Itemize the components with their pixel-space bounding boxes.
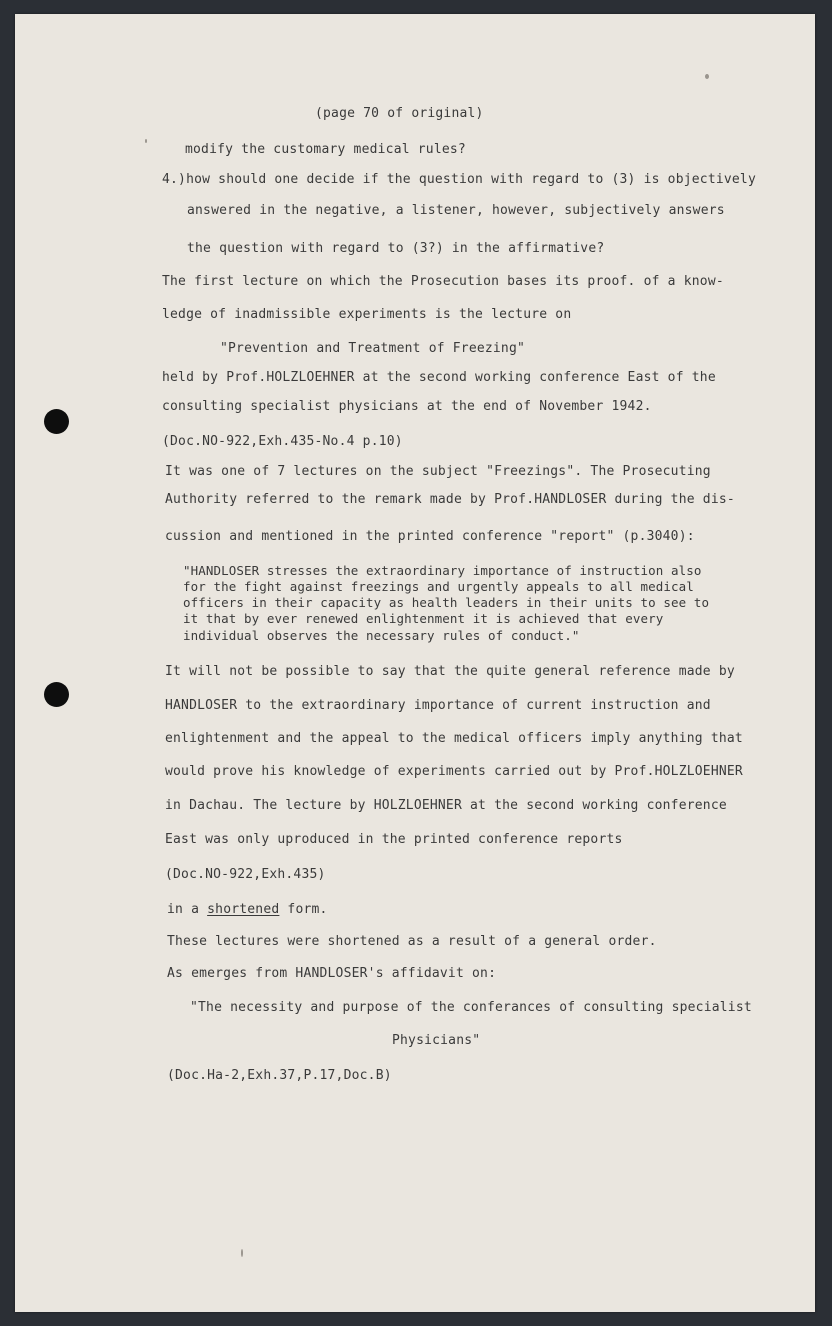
body-line: 4.)how should one decide if the question with regard to (3) is objectively — [162, 172, 756, 187]
quote-line: officers in their capacity as health leaders in their units to see to — [183, 595, 710, 610]
page-header: (page 70 of original) — [315, 106, 484, 121]
quote-line: "HANDLOSER stresses the extraordinary importance of instruction also — [183, 563, 702, 578]
quote-line: it that by ever renewed enlightenment it is achieved that every — [183, 611, 664, 626]
body-line: As emerges from HANDLOSER's affidavit on: — [167, 966, 497, 981]
body-line: East was only uproduced in the printed conference reports — [165, 832, 623, 847]
body-line: the question with regard to (3?) in the affirmative? — [187, 241, 605, 256]
body-text: form. — [287, 902, 328, 917]
body-line: HANDLOSER to the extraordinary importance of current instruction and — [165, 698, 711, 713]
body-line: The first lecture on which the Prosecution bases its proof. of a know- — [162, 274, 724, 289]
affidavit-title: "The necessity and purpose of the conferances of consulting specialist — [190, 1000, 752, 1015]
citation: (Doc.Ha-2,Exh.37,P.17,Doc.B) — [167, 1068, 392, 1083]
body-line — [167, 902, 328, 918]
citation: (Doc.NO-922,Exh.435) — [165, 867, 326, 882]
paper-speck — [241, 1249, 243, 1257]
paper-speck — [705, 74, 709, 79]
affidavit-title: Physicians" — [392, 1033, 481, 1048]
body-line: consulting specialist physicians at the end of November 1942. — [162, 399, 652, 414]
lecture-title: "Prevention and Treatment of Freezing" — [220, 341, 526, 356]
body-line: It was one of 7 lectures on the subject "Freezings". The Prosecuting — [165, 464, 711, 479]
citation: (Doc.NO-922,Exh.435-No.4 p.10) — [162, 434, 403, 449]
body-line: These lectures were shortened as a result of a general order. — [167, 934, 657, 949]
body-line: ledge of inadmissible experiments is the lecture on — [162, 307, 572, 322]
body-line: cussion and mentioned in the printed conference "report" (p.3040): — [165, 529, 695, 544]
quote-line: for the fight against freezings and urgently appeals to all medical — [183, 579, 694, 594]
document-page — [15, 14, 815, 1312]
body-line: would prove his knowledge of experiments carried out by Prof.HOLZLOEHNER — [165, 764, 743, 779]
body-line: held by Prof.HOLZLOEHNER at the second working conference East of the — [162, 370, 716, 385]
paper-speck — [145, 139, 147, 143]
body-line: Authority referred to the remark made by Prof.HANDLOSER during the dis- — [165, 492, 735, 507]
body-text: in a — [167, 902, 200, 917]
body-line: in Dachau. The lecture by HOLZLOEHNER at the second working conference — [165, 798, 727, 813]
body-line: answered in the negative, a listener, however, subjectively answers — [187, 203, 725, 218]
underlined-word: shortened — [207, 902, 280, 917]
body-line: It will not be possible to say that the quite general reference made by — [165, 664, 735, 679]
quote-line: individual observes the necessary rules of conduct." — [183, 628, 580, 643]
punch-hole-upper — [44, 409, 69, 434]
punch-hole-lower — [44, 682, 69, 707]
body-line: modify the customary medical rules? — [185, 142, 466, 157]
body-line: enlightenment and the appeal to the medical officers imply anything that — [165, 731, 743, 746]
